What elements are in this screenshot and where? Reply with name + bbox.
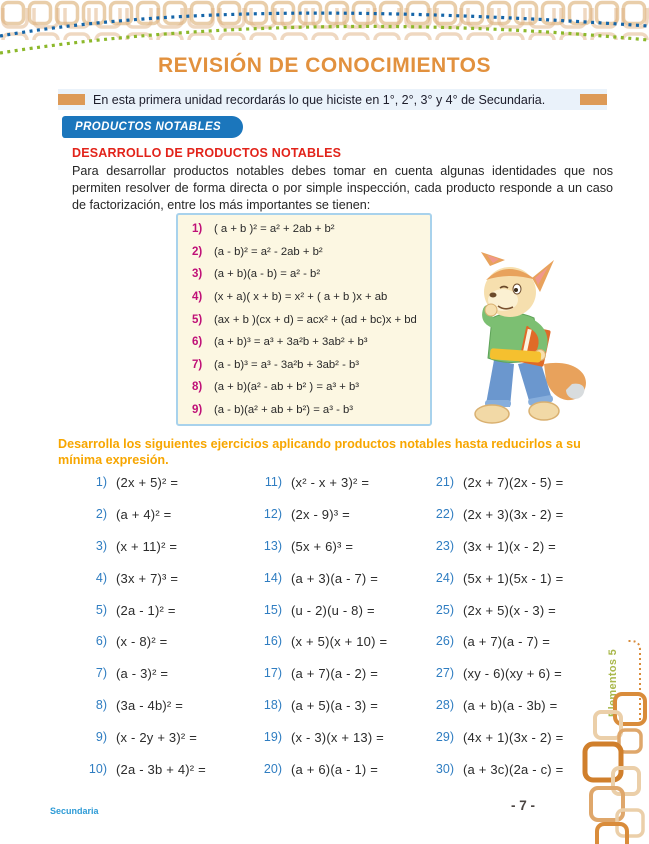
exercise-item: [77, 568, 206, 600]
exercise-item: [423, 727, 563, 759]
exercise-number: 18): [263, 698, 282, 713]
formula-text: (a - b)³ = a³ - 3a²b + 3ab² - b³: [214, 358, 360, 371]
exercise-expression: (a + 7)(a - 2) =: [291, 666, 379, 682]
exercise-number: 19): [263, 730, 282, 745]
exercise-column-3: [423, 472, 563, 791]
footer-brand: Secundaria: [50, 806, 99, 816]
exercise-item: [77, 695, 206, 727]
fox-hand-at-chin: [485, 304, 497, 316]
formula-row: [192, 223, 420, 235]
exercise-expression: (x + 5)(x + 10) =: [291, 634, 388, 650]
intro-banner-text: En esta primera unidad recordarás lo que hiciste en 1°, 2°, 3° y 4° de Secundaria.: [93, 92, 546, 107]
exercise-expression: (x - 3)(x + 13) =: [291, 730, 384, 746]
exercise-number: 25): [435, 602, 454, 617]
exercise-item: [251, 695, 387, 727]
formula-text: (a - b)² = a² - 2ab + b²: [214, 245, 323, 258]
exercise-expression: (a + b)(a - 3b) =: [463, 698, 558, 714]
page-number: - 7 -: [510, 798, 535, 813]
formula-number: 1): [192, 223, 203, 235]
exercise-item: [423, 536, 563, 568]
section-heading: DESARROLLO DE PRODUCTOS NOTABLES: [72, 146, 342, 160]
exercise-expression: (3x + 1)(x - 2) =: [463, 538, 556, 554]
exercise-expression: (2x + 5)(x - 3) =: [463, 602, 556, 618]
fox-foot-left: [475, 405, 509, 423]
exercise-item: [77, 504, 206, 536]
exercise-expression: (a + 5)(a - 3) =: [291, 698, 379, 714]
exercise-number: 8): [95, 698, 107, 713]
exercise-item: [77, 759, 206, 791]
fox-foot-right: [529, 402, 559, 420]
exercise-expression: (3a - 4b)² =: [116, 698, 184, 714]
formula-number: 2): [192, 245, 203, 258]
exercise-expression: (a + 3c)(2a - c) =: [463, 762, 564, 778]
formula-text: (a + b)³ = a³ + 3a²b + 3ab² + b³: [214, 336, 368, 349]
banner-left-block: [58, 94, 85, 105]
exercise-number: 7): [95, 666, 107, 681]
exercise-item: [251, 759, 387, 791]
exercise-number: 24): [435, 570, 454, 585]
exercise-number: 11): [264, 475, 282, 489]
exercise-expression: (x + 11)² =: [116, 538, 178, 554]
formula-row: [192, 381, 420, 393]
exercise-item: [251, 600, 387, 632]
section-tag-pill: [62, 116, 243, 138]
fox-nose: [490, 293, 497, 298]
exercise-instruction: Desarrolla los siguientes ejercicios aplicando productos notables hasta reducirlos a su mínima expresión.: [58, 437, 581, 467]
section-tag-label: PRODUCTOS NOTABLES: [75, 121, 222, 133]
exercise-number: 21): [435, 475, 454, 489]
exercise-number: 22): [435, 506, 454, 521]
exercise-expression: (2a - 3b + 4)² =: [116, 762, 206, 778]
exercise-expression: (5x + 6)³ =: [291, 538, 354, 554]
exercise-item: [251, 536, 387, 568]
exercise-expression: (2x + 7)(2x - 5) =: [463, 475, 564, 490]
exercise-item: [251, 504, 387, 536]
exercise-expression: (4x + 1)(3x - 2) =: [463, 730, 564, 746]
exercise-number: 13): [263, 538, 282, 553]
exercise-expression: (x - 8)² =: [116, 634, 168, 650]
formula-row: [192, 268, 420, 280]
exercise-number: 2): [95, 506, 107, 521]
formula-number: 9): [192, 404, 203, 416]
exercise-expression: (a + 7)(a - 7) =: [463, 634, 551, 650]
formula-text: (a - b)(a² + ab + b²) = a³ - b³: [214, 404, 354, 416]
exercise-item: [423, 695, 563, 727]
formula-text: (ax + b )(cx + d) = acx² + (ad + bc)x + bd: [214, 313, 417, 326]
banner-right-block: [580, 94, 607, 105]
formula-number: 6): [192, 336, 203, 349]
mascot-fox-illustration: [448, 252, 596, 432]
exercise-number: 30): [435, 762, 454, 777]
exercise-number: 28): [435, 698, 454, 713]
exercise-item: [77, 600, 206, 632]
exercise-number: 29): [435, 730, 454, 745]
exercise-item: [251, 663, 387, 695]
formula-number: 5): [192, 313, 203, 326]
formula-row: [192, 359, 420, 371]
formula-number: 4): [192, 290, 203, 303]
exercise-number: 15): [263, 602, 282, 617]
formula-text: (x + a)( x + b) = x² + ( a + b )x + ab: [214, 290, 388, 303]
exercise-expression: (a + 6)(a - 1) =: [291, 762, 379, 778]
exercise-number: 23): [435, 538, 454, 553]
formula-text: (a + b)(a² - ab + b² ) = a³ + b³: [214, 381, 360, 394]
fox-jeans-left: [486, 360, 514, 407]
exercise-number: 14): [263, 570, 282, 585]
exercise-expression: (2x + 3)(3x - 2) =: [463, 506, 564, 522]
exercise-expression: (x² - x + 3)² =: [291, 475, 370, 490]
exercise-item: [77, 727, 206, 759]
exercise-number: 9): [95, 730, 107, 745]
formula-number: 7): [192, 358, 203, 371]
exercise-item: [77, 663, 206, 695]
page-title: REVISIÓN DE CONOCIMIENTOS: [158, 54, 491, 77]
exercise-expression: (a - 3)² =: [116, 666, 169, 682]
exercise-expression: (a + 3)(a - 7) =: [291, 570, 379, 586]
fox-pupil-right: [514, 288, 518, 292]
formula-box: [176, 213, 432, 426]
formula-text: (a + b)(a - b) = a² - b²: [214, 268, 321, 281]
exercise-number: 3): [95, 538, 107, 553]
exercise-item: [423, 631, 563, 663]
exercise-expression: (2x - 9)³ =: [291, 506, 350, 522]
exercise-number: 4): [95, 570, 107, 585]
exercise-expression: (a + 4)² =: [116, 506, 172, 522]
exercise-number: 5): [95, 602, 107, 617]
exercise-number: 10): [88, 762, 107, 777]
exercise-number: 27): [435, 666, 454, 681]
exercise-item: [251, 727, 387, 759]
formula-number: 3): [192, 268, 203, 281]
exercise-item: [251, 631, 387, 663]
exercise-number: 26): [435, 634, 454, 649]
formula-row: [192, 404, 420, 416]
exercise-item: [423, 504, 563, 536]
exercise-number: 17): [263, 666, 282, 681]
exercise-item: [77, 472, 206, 504]
exercise-column-1: [77, 472, 206, 791]
exercise-number: 20): [263, 762, 282, 777]
exercise-item: [423, 568, 563, 600]
exercise-expression: (2x + 5)² =: [116, 475, 179, 490]
formula-row: [192, 336, 420, 348]
exercise-expression: (u - 2)(u - 8) =: [291, 602, 375, 618]
exercise-number: 1): [95, 475, 107, 489]
formula-row: [192, 246, 420, 258]
formula-row: [192, 314, 420, 326]
exercise-column-2: [251, 472, 387, 791]
exercise-expression: (3x + 7)³ =: [116, 570, 179, 586]
exercise-expression: (xy - 6)(xy + 6) =: [463, 666, 562, 682]
corner-squares-decoration: [577, 692, 649, 844]
exercise-expression: (5x + 1)(5x - 1) =: [463, 570, 564, 586]
side-label-elementos: Elementos 5: [607, 648, 619, 717]
exercise-expression: (2a - 1)² =: [116, 602, 176, 618]
exercise-item: [251, 472, 387, 504]
exercise-item: [423, 663, 563, 695]
exercise-number: 16): [263, 634, 282, 649]
top-decoration-band: [0, 0, 649, 56]
exercise-item: [423, 600, 563, 632]
formula-row: [192, 291, 420, 303]
formula-number: 8): [192, 381, 203, 394]
exercise-item: [423, 472, 563, 504]
exercise-item: [423, 759, 563, 791]
exercise-expression: (x - 2y + 3)² =: [116, 730, 198, 746]
exercise-item: [77, 536, 206, 568]
exercise-item: [251, 568, 387, 600]
exercise-number: 6): [95, 634, 107, 649]
intro-paragraph: Para desarrollar productos notables debes tomar en cuenta algunas identidades que nos permiten resolver de forma directa o por simple inspección, cada producto responde a un caso de factorización, entre los más importantes se tienen:: [72, 164, 613, 212]
exercise-item: [77, 631, 206, 663]
exercise-number: 12): [263, 506, 282, 521]
intro-banner: [58, 89, 607, 110]
formula-text: ( a + b )² = a² + 2ab + b²: [214, 223, 335, 235]
